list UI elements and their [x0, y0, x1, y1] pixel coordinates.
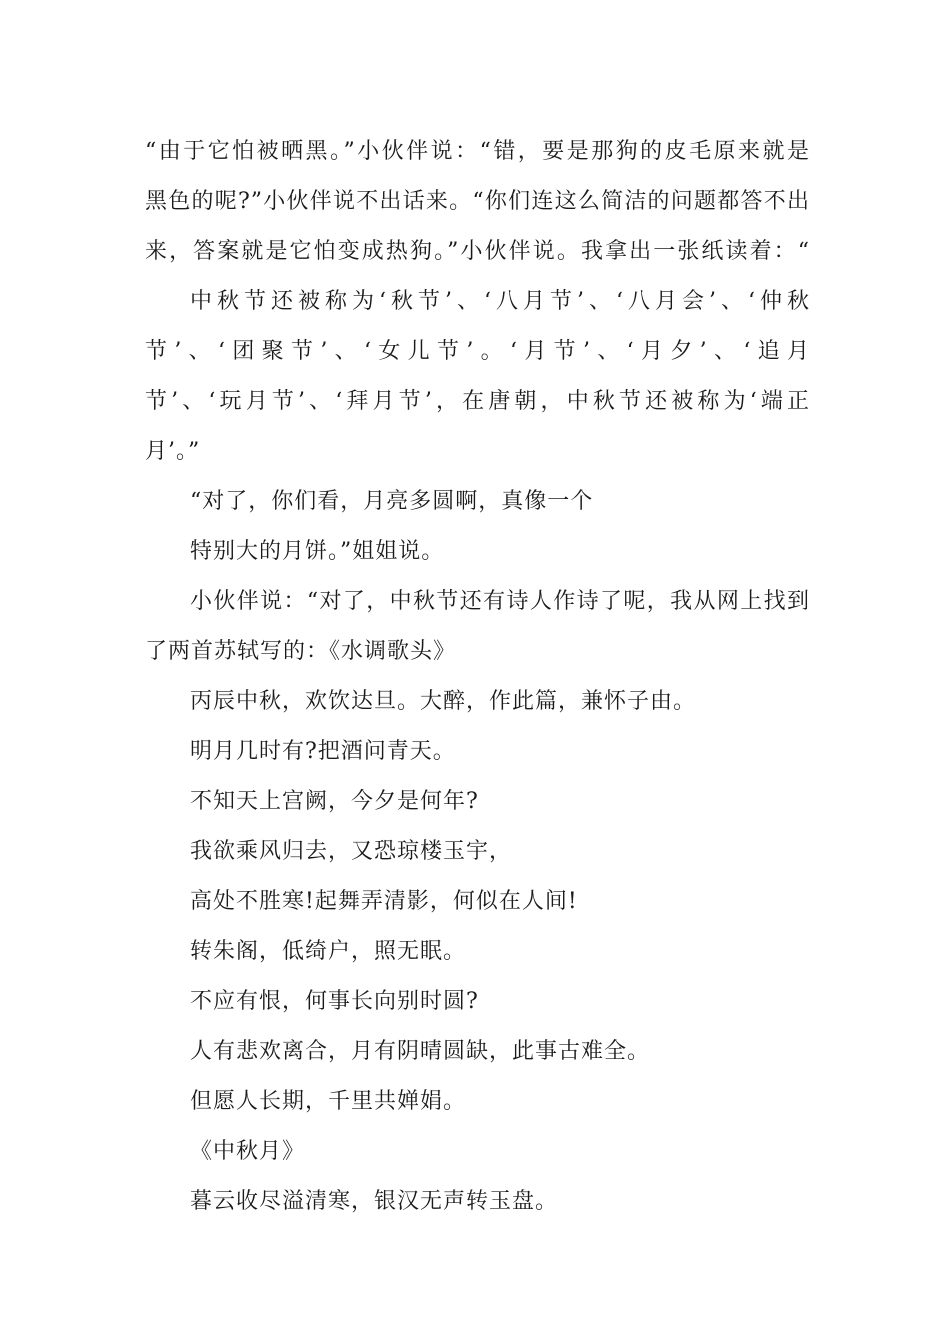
paragraph-line-9: 特别大的月饼。”姐姐说。	[190, 539, 445, 564]
poem-line-1: 明月几时有?把酒问青天。	[190, 739, 456, 764]
poem2-line-1: 暮云收尽溢清寒，银汉无声转玉盘。	[190, 1189, 559, 1214]
poem-title-zhongqiuyue: 《中秋月》	[190, 1139, 306, 1164]
paragraph-line-11: 了两首苏轼写的：《水调歌头》	[145, 639, 457, 664]
paragraph-line-6: 节’、‘玩月节’、‘拜月节’，在唐朝，中秋节还被称为‘端正	[145, 389, 810, 414]
poem-preface: 丙辰中秋，欢饮达旦。大醉，作此篇，兼怀子由。	[190, 689, 697, 714]
paragraph-line-4: 中秋节还被称为‘秋节’、‘八月节’、‘八月会’、‘仲秋	[190, 289, 810, 314]
poem-line-3: 我欲乘风归去，又恐琼楼玉宇，	[190, 839, 513, 864]
paragraph-line-2: 黑色的呢?”小伙伴说不出话来。“你们连这么简洁的问题都答不出	[145, 189, 810, 214]
paragraph-line-1: “由于它怕被晒黑。”小伙伴说：“错，要是那狗的皮毛原来就是	[145, 139, 810, 164]
poem-line-5: 转朱阁，低绮户，照无眠。	[190, 939, 467, 964]
poem-line-8: 但愿人长期，千里共婵娟。	[190, 1089, 467, 1114]
poem-line-7: 人有悲欢离合，月有阴晴圆缺，此事古难全。	[190, 1039, 651, 1064]
poem-line-6: 不应有恨，何事长向别时圆?	[190, 989, 479, 1014]
paragraph-line-7: 月’。”	[145, 439, 201, 464]
poem-line-2: 不知天上宫阙，今夕是何年?	[190, 789, 479, 814]
paragraph-line-10: 小伙伴说：“对了，中秋节还有诗人作诗了呢，我从网上找到	[190, 589, 810, 614]
poem-line-4: 高处不胜寒!起舞弄清影，何似在人间!	[190, 889, 578, 914]
paragraph-line-3: 来，答案就是它怕变成热狗。”小伙伴说。我拿出一张纸读着：“	[145, 239, 810, 264]
paragraph-line-8: “对了，你们看，月亮多圆啊，真像一个	[190, 489, 594, 514]
paragraph-line-5: 节’、‘团聚节’、‘女儿节’。‘月节’、‘月夕’、‘追月	[145, 339, 810, 364]
